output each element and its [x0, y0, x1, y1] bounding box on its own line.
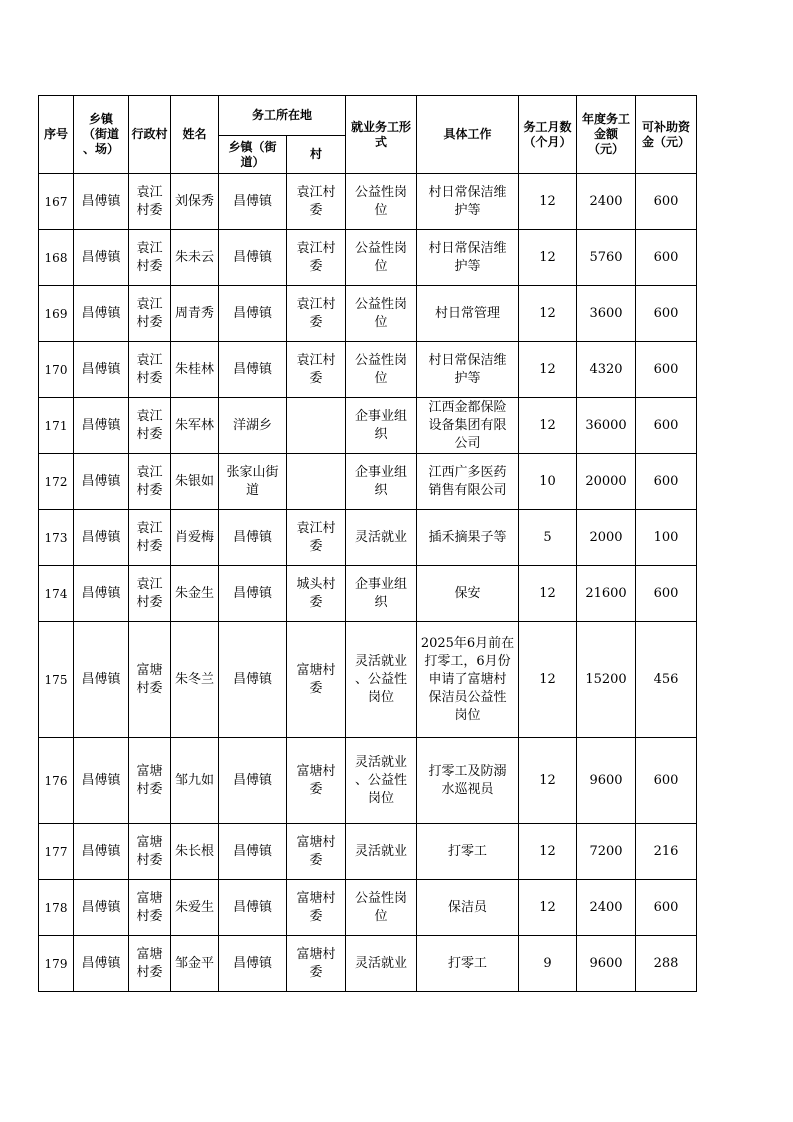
header-loc-village: 村	[287, 136, 346, 174]
cell-subsidy: 456	[636, 622, 697, 738]
cell-seq: 175	[39, 622, 74, 738]
cell-name: 朱金生	[171, 566, 219, 622]
cell-name: 邹九如	[171, 738, 219, 824]
cell-subsidy: 600	[636, 174, 697, 230]
table-row	[39, 398, 697, 454]
table-row	[39, 824, 697, 880]
table-row	[39, 622, 697, 738]
cell-work: 插禾摘果子等	[417, 510, 519, 566]
cell-name: 朱银如	[171, 454, 219, 510]
header-name: 姓名	[171, 96, 219, 174]
header-work: 具体工作	[417, 96, 519, 174]
cell-town: 昌傅镇	[74, 286, 129, 342]
cell-town: 昌傅镇	[74, 566, 129, 622]
cell-months: 12	[519, 566, 577, 622]
cell-village: 袁江 村委	[129, 342, 171, 398]
cell-loc-village	[287, 454, 346, 510]
cell-subsidy: 600	[636, 454, 697, 510]
cell-name: 刘保秀	[171, 174, 219, 230]
cell-months: 12	[519, 622, 577, 738]
table-body	[39, 174, 697, 992]
cell-form: 灵活就业	[346, 824, 417, 880]
cell-amount: 9600	[577, 738, 636, 824]
cell-months: 12	[519, 342, 577, 398]
cell-seq: 168	[39, 230, 74, 286]
cell-form: 企事业组 织	[346, 454, 417, 510]
table-row	[39, 738, 697, 824]
table-row	[39, 936, 697, 992]
table-row	[39, 510, 697, 566]
cell-amount: 21600	[577, 566, 636, 622]
cell-loc-town: 昌傅镇	[219, 286, 287, 342]
cell-seq: 170	[39, 342, 74, 398]
cell-loc-town: 昌傅镇	[219, 342, 287, 398]
cell-town: 昌傅镇	[74, 936, 129, 992]
cell-seq: 169	[39, 286, 74, 342]
cell-months: 5	[519, 510, 577, 566]
cell-town: 昌傅镇	[74, 174, 129, 230]
cell-subsidy: 600	[636, 566, 697, 622]
cell-village: 袁江 村委	[129, 174, 171, 230]
cell-loc-village: 袁江村 委	[287, 342, 346, 398]
cell-loc-town: 昌傅镇	[219, 936, 287, 992]
cell-subsidy: 600	[636, 230, 697, 286]
cell-subsidy: 600	[636, 738, 697, 824]
cell-form: 公益性岗 位	[346, 342, 417, 398]
cell-seq: 174	[39, 566, 74, 622]
cell-village: 袁江 村委	[129, 286, 171, 342]
table-row	[39, 454, 697, 510]
cell-amount: 4320	[577, 342, 636, 398]
cell-amount: 2000	[577, 510, 636, 566]
cell-loc-village: 袁江村 委	[287, 230, 346, 286]
cell-loc-village: 富塘村 委	[287, 622, 346, 738]
cell-name: 朱爱生	[171, 880, 219, 936]
cell-months: 12	[519, 398, 577, 454]
cell-form: 灵活就业	[346, 510, 417, 566]
cell-work: 保洁员	[417, 880, 519, 936]
cell-work: 江西广多医药 销售有限公司	[417, 454, 519, 510]
table-row	[39, 880, 697, 936]
cell-loc-town: 昌傅镇	[219, 824, 287, 880]
cell-village: 富塘 村委	[129, 824, 171, 880]
cell-amount: 2400	[577, 880, 636, 936]
subsidy-table	[38, 95, 697, 992]
cell-loc-village: 袁江村 委	[287, 174, 346, 230]
cell-town: 昌傅镇	[74, 342, 129, 398]
cell-loc-village: 袁江村 委	[287, 286, 346, 342]
header-form: 就业务工形 式	[346, 96, 417, 174]
cell-subsidy: 600	[636, 880, 697, 936]
cell-loc-village	[287, 398, 346, 454]
cell-seq: 172	[39, 454, 74, 510]
cell-seq: 173	[39, 510, 74, 566]
cell-form: 企事业组 织	[346, 566, 417, 622]
cell-amount: 15200	[577, 622, 636, 738]
cell-village: 袁江 村委	[129, 454, 171, 510]
cell-work: 村日常保洁维 护等	[417, 342, 519, 398]
cell-months: 12	[519, 738, 577, 824]
cell-work: 打零工及防溺 水巡视员	[417, 738, 519, 824]
cell-village: 袁江 村委	[129, 230, 171, 286]
cell-village: 袁江 村委	[129, 566, 171, 622]
cell-work: 江西金都保险 设备集团有限 公司	[417, 398, 519, 454]
cell-months: 12	[519, 880, 577, 936]
cell-town: 昌傅镇	[74, 622, 129, 738]
cell-form: 灵活就业 、公益性 岗位	[346, 738, 417, 824]
cell-amount: 2400	[577, 174, 636, 230]
table-row	[39, 230, 697, 286]
cell-loc-village: 城头村 委	[287, 566, 346, 622]
cell-form: 公益性岗 位	[346, 174, 417, 230]
cell-loc-village: 富塘村 委	[287, 824, 346, 880]
cell-amount: 3600	[577, 286, 636, 342]
cell-loc-town: 昌傅镇	[219, 880, 287, 936]
cell-seq: 167	[39, 174, 74, 230]
cell-subsidy: 100	[636, 510, 697, 566]
cell-subsidy: 600	[636, 342, 697, 398]
cell-seq: 178	[39, 880, 74, 936]
cell-loc-town: 昌傅镇	[219, 622, 287, 738]
cell-subsidy: 600	[636, 286, 697, 342]
cell-months: 10	[519, 454, 577, 510]
cell-seq: 176	[39, 738, 74, 824]
cell-work: 保安	[417, 566, 519, 622]
cell-loc-town: 昌傅镇	[219, 566, 287, 622]
cell-loc-village: 袁江村 委	[287, 510, 346, 566]
cell-village: 袁江 村委	[129, 398, 171, 454]
cell-form: 灵活就业 、公益性 岗位	[346, 622, 417, 738]
header-loc-town: 乡镇（街 道）	[219, 136, 287, 174]
cell-town: 昌傅镇	[74, 510, 129, 566]
cell-town: 昌傅镇	[74, 824, 129, 880]
cell-months: 12	[519, 286, 577, 342]
cell-name: 肖爱梅	[171, 510, 219, 566]
cell-form: 公益性岗 位	[346, 230, 417, 286]
header-village: 行政村	[129, 96, 171, 174]
cell-village: 富塘 村委	[129, 936, 171, 992]
table-row	[39, 342, 697, 398]
cell-form: 公益性岗 位	[346, 880, 417, 936]
cell-town: 昌傅镇	[74, 880, 129, 936]
cell-loc-town: 昌傅镇	[219, 230, 287, 286]
cell-town: 昌傅镇	[74, 454, 129, 510]
cell-name: 邹金平	[171, 936, 219, 992]
cell-months: 12	[519, 824, 577, 880]
cell-loc-town: 张家山街 道	[219, 454, 287, 510]
cell-seq: 171	[39, 398, 74, 454]
cell-village: 富塘 村委	[129, 738, 171, 824]
cell-name: 朱桂林	[171, 342, 219, 398]
cell-work: 打零工	[417, 824, 519, 880]
header-work-location: 务工所在地	[219, 96, 346, 136]
cell-work: 村日常保洁维 护等	[417, 230, 519, 286]
cell-form: 灵活就业	[346, 936, 417, 992]
cell-village: 富塘 村委	[129, 880, 171, 936]
cell-loc-town: 洋湖乡	[219, 398, 287, 454]
cell-name: 朱未云	[171, 230, 219, 286]
cell-seq: 177	[39, 824, 74, 880]
cell-seq: 179	[39, 936, 74, 992]
cell-amount: 9600	[577, 936, 636, 992]
cell-name: 朱长根	[171, 824, 219, 880]
header-seq: 序号	[39, 96, 74, 174]
cell-village: 袁江 村委	[129, 510, 171, 566]
cell-amount: 5760	[577, 230, 636, 286]
cell-work: 村日常管理	[417, 286, 519, 342]
cell-amount: 20000	[577, 454, 636, 510]
cell-form: 企事业组 织	[346, 398, 417, 454]
cell-name: 周青秀	[171, 286, 219, 342]
cell-form: 公益性岗 位	[346, 286, 417, 342]
header-subsidy: 可补助资 金（元）	[636, 96, 697, 174]
cell-loc-village: 富塘村 委	[287, 880, 346, 936]
header-months: 务工月数 （个月）	[519, 96, 577, 174]
cell-amount: 7200	[577, 824, 636, 880]
cell-loc-town: 昌傅镇	[219, 174, 287, 230]
cell-loc-town: 昌傅镇	[219, 738, 287, 824]
header-town: 乡镇 （街道 、场）	[74, 96, 129, 174]
cell-work: 村日常保洁维 护等	[417, 174, 519, 230]
header-amount: 年度务工 金额 （元）	[577, 96, 636, 174]
cell-amount: 36000	[577, 398, 636, 454]
cell-loc-town: 昌傅镇	[219, 510, 287, 566]
cell-work: 2025年6月前在 打零工，6月份 申请了富塘村 保洁员公益性 岗位	[417, 622, 519, 738]
cell-subsidy: 600	[636, 398, 697, 454]
cell-town: 昌傅镇	[74, 398, 129, 454]
cell-name: 朱军林	[171, 398, 219, 454]
table-row	[39, 566, 697, 622]
cell-village: 富塘 村委	[129, 622, 171, 738]
cell-months: 12	[519, 174, 577, 230]
cell-months: 9	[519, 936, 577, 992]
cell-subsidy: 288	[636, 936, 697, 992]
table-row	[39, 286, 697, 342]
cell-loc-village: 富塘村 委	[287, 936, 346, 992]
cell-subsidy: 216	[636, 824, 697, 880]
cell-town: 昌傅镇	[74, 230, 129, 286]
cell-loc-village: 富塘村 委	[287, 738, 346, 824]
cell-name: 朱冬兰	[171, 622, 219, 738]
cell-town: 昌傅镇	[74, 738, 129, 824]
cell-work: 打零工	[417, 936, 519, 992]
cell-months: 12	[519, 230, 577, 286]
table-row	[39, 174, 697, 230]
